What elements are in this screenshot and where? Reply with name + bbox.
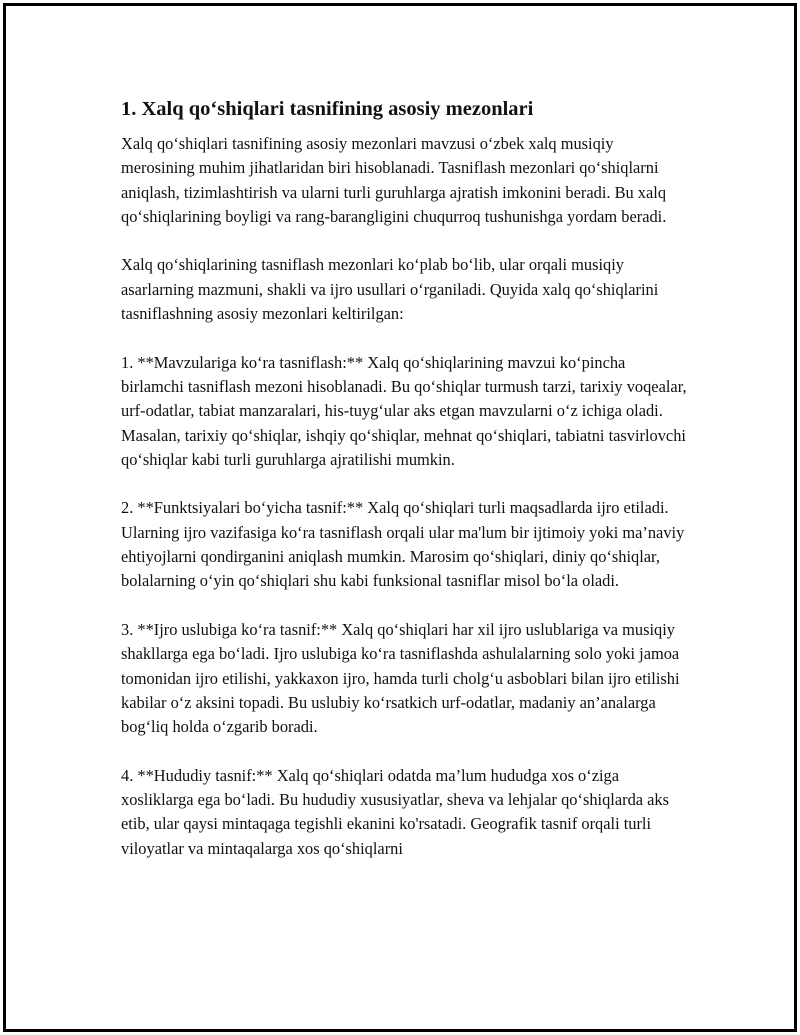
paragraph-criterion-4: 4. **Hududiy tasnif:** Xalq qo‘shiqlari odatda ma’lum hududga xos o‘ziga xosliklarga ega bo‘ladi. Bu hududiy xususiyatlar, sheva va lehjalar qo‘shiqlarda aks etib, ular qaysi mintaqaga tegishli ekanini ko'rsatadi. Geografik tasnif orqali turli viloyatlar va mintaqalarga xos qo‘shiqlarni [121,765,669,858]
section-heading: 1. Xalq qo‘shiqlari tasnifining asosiy mezonlari [121,98,534,120]
paragraph-criterion-1: 1. **Mavzulariga ko‘ra tasniflash:** Xalq qo‘shiqlarining mavzui ko‘pincha birlamchi tasniflash mezoni hisoblanadi. Bu qo‘shiqlar turmush tarzi, tarixiy voqealar, urf-odatlar, tabiat manzaralari, his-tuyg‘ular aks etgan mavzularni o‘z ichiga oladi. Masalan, tarixiy qo‘shiqlar, ishqiy qo‘shiqlar, mehnat qo‘shiqlari, tabiatni tasvirlovchi qo‘shiqlar kabi turli guruhlarga ajratilishi mumkin. [121,352,687,469]
paragraph-criterion-3: 3. **Ijro uslubiga ko‘ra tasnif:** Xalq qo‘shiqlari har xil ijro uslublariga va musiqiy shakllarga ega bo‘ladi. Ijro uslubiga ko‘ra tasniflashda ashulalarning solo yoki jamoa tomonidan ijro etilishi, yakkaxon ijro, hamda turli cholg‘u asboblari bilan ijro etilishi kabilar o‘z aksini topadi. Bu uslubiy ko‘rsatkich urf-odatlar, madaniy an’analarga bog‘liq holda o‘zgarib boradi. [121,619,680,737]
document-body [121,96,691,861]
paragraph-overview: Xalq qo‘shiqlarining tasniflash mezonlari ko‘plab bo‘lib, ular orqali musiqiy asarlarning mazmuni, shakli va ijro usullari o‘rganiladi. Quyida xalq qo‘shiqlarini tasniflashning asosiy mezonlari keltirilgan: [121,255,659,324]
paragraph-intro: Xalq qo‘shiqlari tasnifining asosiy mezonlari mavzusi o‘zbek xalq musiqiy merosining muhim jihatlaridan biri hisoblanadi. Tasniflash mezonlari qo‘shiqlarni aniqlash, tizimlashtirish va ularni turli guruhlarga ajratish imkonini beradi. Bu xalq qo‘shiqlarining boyligi va rang-barangligini chuqurroq tushunishga yordam beradi. [121,134,667,226]
page-frame [3,3,797,1032]
paragraph-criterion-2: 2. **Funktsiyalari bo‘yicha tasnif:** Xalq qo‘shiqlari turli maqsadlarda ijro etiladi. Ularning ijro vazifasiga ko‘ra tasniflash orqali ular ma'lum bir ijtimoiy yoki ma’naviy ehtiyojlarni qondirganini aniqlash mumkin. Marosim qo‘shiqlari, diniy qo‘shiqlar, bolalarning o‘yin qo‘shiqlari shu kabi funksional tasniflar misol bo‘la oladi. [121,498,685,591]
